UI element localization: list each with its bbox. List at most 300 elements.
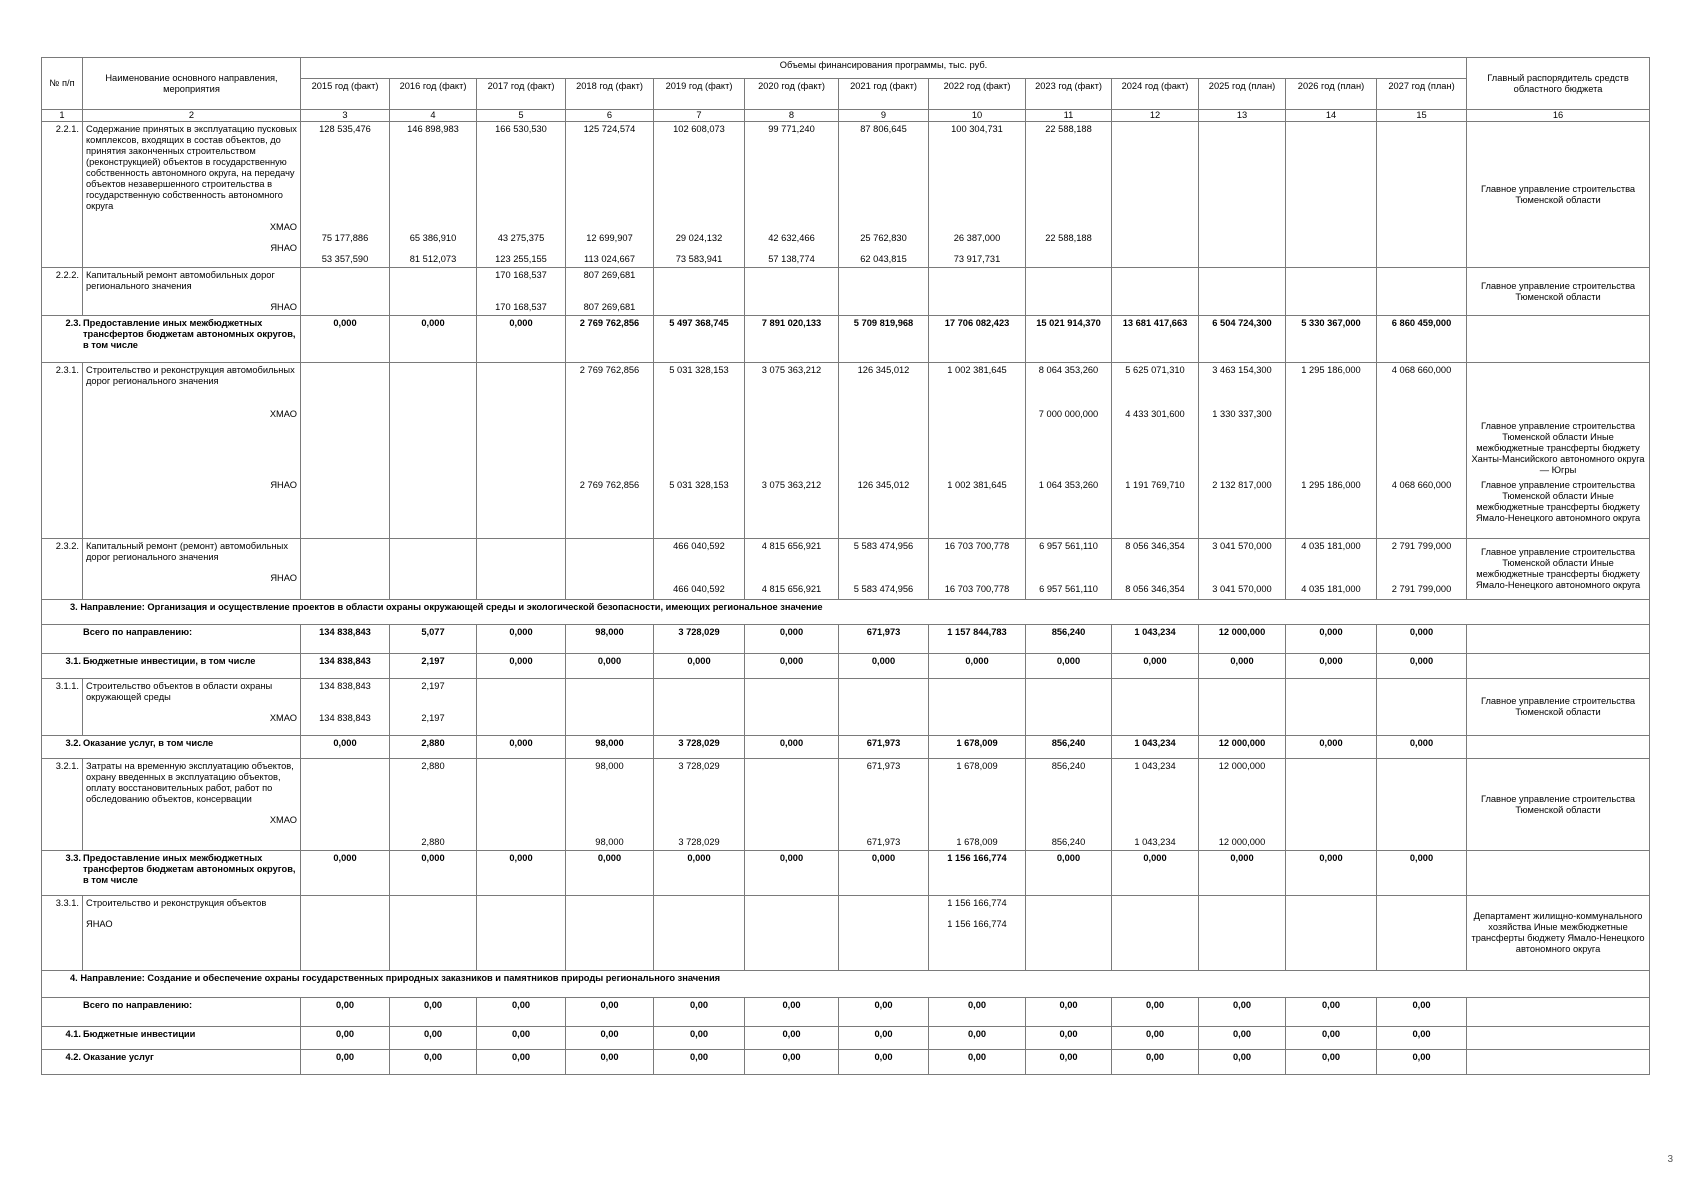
value: 1 043,234 — [1134, 837, 1176, 847]
value-cell: 0,000 — [1112, 654, 1199, 679]
value-cell: 0,00 — [839, 1027, 929, 1050]
value-cell: 3 463 154,300 — [1199, 363, 1286, 408]
value-cell: 0,000 — [566, 654, 654, 679]
value — [932, 270, 1022, 281]
value-cell — [1112, 896, 1199, 971]
value-cell: 0,000 — [1199, 654, 1286, 679]
value-cell — [390, 679, 477, 736]
column-number: 15 — [1377, 110, 1467, 122]
value: 2 791 799,000 — [1391, 541, 1452, 551]
value: 128 535,476 — [319, 124, 371, 134]
value: 99 771,240 — [768, 124, 815, 134]
row-title: Предоставление иных межбюджетных трансфертов бюджетам автономных округов, в том числе — [83, 318, 296, 350]
value — [748, 270, 835, 281]
manager-cell: Главное управление строительства Тюменской области — [1467, 268, 1650, 316]
row-number: 2.3.2. — [42, 539, 83, 600]
value-cell: 1 064 353,260 — [1026, 478, 1112, 539]
value-cell: 2 769 762,856 — [566, 316, 654, 363]
value-cell: 0,000 — [1286, 625, 1377, 654]
value-cell — [1377, 679, 1467, 736]
value — [1029, 898, 1108, 909]
row-name — [42, 654, 301, 679]
value — [1115, 919, 1195, 930]
value-cell: 3 728,029 — [654, 625, 745, 654]
value-cell — [566, 679, 654, 736]
row-title-text: Строительство и реконструкция объектов — [86, 898, 267, 908]
value — [1202, 919, 1282, 930]
value: 2,880 — [421, 761, 445, 771]
value: 166 530,530 — [495, 124, 547, 134]
item-row — [42, 268, 1650, 316]
value-cell — [839, 679, 929, 736]
value-cell: 0,000 — [1199, 851, 1286, 896]
value: 5 583 474,956 — [853, 541, 914, 551]
value — [1202, 233, 1282, 244]
row-title: Оказание услуг — [83, 1052, 154, 1062]
value — [393, 898, 473, 909]
value: 8 056 346,354 — [1125, 584, 1185, 594]
value-cell — [839, 539, 929, 600]
value — [932, 713, 1022, 724]
value-cell: 1 678,009 — [929, 736, 1026, 759]
value-cell — [477, 679, 566, 736]
value — [1202, 713, 1282, 724]
value: 170 168,537 — [495, 270, 547, 280]
row-name — [42, 1027, 301, 1050]
value-cell: 5 497 368,745 — [654, 316, 745, 363]
value — [1380, 713, 1463, 724]
value-cell: 4 068 660,000 — [1377, 363, 1467, 408]
value: 81 512,073 — [409, 254, 457, 264]
value-cell: 0,000 — [477, 654, 566, 679]
header-year: 2022 год (факт) — [929, 79, 1026, 110]
value-cell: 0,000 — [1286, 851, 1377, 896]
row-title: Оказание услуг, в том числе — [83, 738, 214, 748]
value-cell: 671,973 — [839, 625, 929, 654]
value-cell: 3 075 363,212 — [745, 478, 839, 539]
value-cell: 2,880 — [390, 736, 477, 759]
row-name — [42, 998, 301, 1027]
value-cell: 134 838,843 — [301, 625, 390, 654]
value-cell — [654, 268, 745, 316]
value — [748, 837, 835, 848]
manager-cell — [1467, 654, 1650, 679]
value-cell: 6 504 724,300 — [1199, 316, 1286, 363]
value-cell: 5 031 328,153 — [654, 478, 745, 539]
row-number: 2.3.1. — [42, 363, 83, 539]
value-cell — [390, 539, 477, 600]
value — [1289, 837, 1373, 848]
value: 65 386,910 — [409, 233, 457, 243]
value-cell: 0,00 — [654, 1050, 745, 1075]
row-title: Бюджетные инвестиции, в том числе — [83, 656, 256, 666]
value: 57 138,774 — [768, 254, 815, 264]
value: 1 156 166,774 — [947, 919, 1007, 929]
header-col-manager: Главный распорядитель средств областного бюджета — [1467, 58, 1650, 110]
value — [304, 302, 386, 313]
value: 12 699,907 — [586, 233, 633, 243]
value-cell — [390, 268, 477, 316]
value: 856,240 — [1051, 761, 1086, 771]
value: 146 898,983 — [407, 124, 459, 134]
item-row — [42, 478, 1650, 539]
value-cell — [477, 407, 566, 478]
row-title — [83, 122, 301, 268]
value-cell: 98,000 — [566, 736, 654, 759]
value — [480, 919, 562, 930]
value-cell — [1286, 539, 1377, 600]
value-cell: 671,973 — [839, 736, 929, 759]
value-cell — [390, 122, 477, 268]
value-cell — [654, 679, 745, 736]
value-cell — [1286, 122, 1377, 268]
row-name — [42, 736, 301, 759]
row-number: 3.1.1. — [42, 679, 83, 736]
region-label: ХМАО — [83, 407, 301, 478]
value-cell: 1 002 381,645 — [929, 363, 1026, 408]
value-cell — [1199, 122, 1286, 268]
value-cell: 0,000 — [745, 625, 839, 654]
value — [1029, 919, 1108, 930]
header-col-name: Наименование основного направления, мероприятия — [83, 58, 301, 110]
value — [1115, 254, 1195, 265]
header-col-volumes: Объемы финансирования программы, тыс. руб. — [301, 58, 1467, 79]
value — [1380, 254, 1463, 265]
value — [1289, 681, 1373, 692]
value — [393, 270, 473, 281]
value-cell: 0,00 — [1286, 1050, 1377, 1075]
value-cell — [929, 122, 1026, 268]
value-cell — [1026, 539, 1112, 600]
value-cell: 0,000 — [1112, 851, 1199, 896]
section-title: 3. Направление: Организация и осуществление проектов в области охраны окружающей среды и экологической безопасности, имеющих региональное значение — [42, 600, 1650, 625]
value — [657, 302, 741, 313]
value-cell: 12 000,000 — [1199, 625, 1286, 654]
item-row — [42, 407, 1650, 478]
value-cell: 856,240 — [1026, 736, 1112, 759]
value — [842, 919, 925, 930]
column-number: 11 — [1026, 110, 1112, 122]
value — [842, 681, 925, 692]
value-cell: 0,00 — [1377, 1050, 1467, 1075]
row-title-text: Затраты на временную эксплуатацию объектов, охрану введенных в эксплуатацию объектов, оплату восстановительных работ, работ по обследованию объектов, консервации — [86, 761, 294, 804]
value-cell — [1026, 759, 1112, 851]
value — [748, 919, 835, 930]
value — [304, 584, 386, 595]
value — [1289, 713, 1373, 724]
value — [1289, 898, 1373, 909]
value-cell: 3 728,029 — [654, 736, 745, 759]
value-cell — [1026, 122, 1112, 268]
total-row — [42, 625, 1650, 654]
row-number: 3.1. — [65, 656, 81, 666]
value-cell — [566, 896, 654, 971]
value: 1 156 166,774 — [947, 898, 1007, 908]
row-title — [83, 759, 301, 851]
value-cell — [839, 122, 929, 268]
region-label: ЯНАО — [86, 919, 113, 929]
value: 29 024,132 — [675, 233, 723, 243]
manager-cell — [1467, 998, 1650, 1027]
row-title: Всего по направлению: — [83, 1000, 193, 1010]
value-cell: 0,00 — [301, 1027, 390, 1050]
value-cell: 0,00 — [1112, 1050, 1199, 1075]
total-row — [42, 736, 1650, 759]
value — [569, 919, 650, 930]
row-number: 2.2.2. — [42, 268, 83, 316]
row-number: 3.2.1. — [42, 759, 83, 851]
value-cell: 0,00 — [477, 998, 566, 1027]
row-number: 3.2. — [65, 738, 81, 748]
value-cell: 0,000 — [1377, 654, 1467, 679]
value — [748, 713, 835, 724]
header-year: 2023 год (факт) — [1026, 79, 1112, 110]
value-cell: 0,00 — [929, 1027, 1026, 1050]
row-title — [83, 268, 301, 316]
value-cell — [1199, 539, 1286, 600]
value — [842, 270, 925, 281]
value — [1029, 270, 1108, 281]
value-cell — [1286, 407, 1377, 478]
value: 3 728,029 — [678, 761, 720, 771]
value-cell — [1112, 679, 1199, 736]
value-cell: 0,00 — [839, 1050, 929, 1075]
value — [393, 584, 473, 595]
header-year: 2018 год (факт) — [566, 79, 654, 110]
manager-cell: Главное управление строительства Тюменской области — [1467, 759, 1650, 851]
value: 4 815 656,921 — [761, 584, 822, 594]
value: 3 041 570,000 — [1212, 584, 1272, 594]
row-title: Предоставление иных межбюджетных трансфертов бюджетам автономных округов, в том числе — [83, 853, 296, 885]
value-cell: 0,00 — [745, 1027, 839, 1050]
value: 134 838,843 — [319, 681, 371, 691]
value-cell: 4 433 301,600 — [1112, 407, 1199, 478]
value-cell: 5,077 — [390, 625, 477, 654]
value — [1289, 919, 1373, 930]
row-title-text: Содержание принятых в эксплуатацию пусковых комплексов, входящих в состав объектов, до принятия законченных строительством (реконструкцией) объектов в государственную собственность автономного округа, на передачу объектов незавершенного строительства в государственную собственность автономного округа — [86, 124, 297, 211]
value — [748, 302, 835, 313]
value — [1289, 302, 1373, 313]
value-cell: 6 860 459,000 — [1377, 316, 1467, 363]
region-label: ЯНАО — [270, 573, 297, 583]
header-year: 2027 год (план) — [1377, 79, 1467, 110]
value-cell: 98,000 — [566, 625, 654, 654]
value-cell — [566, 268, 654, 316]
value-cell — [839, 407, 929, 478]
value-cell: 0,000 — [1026, 851, 1112, 896]
value-cell — [1199, 759, 1286, 851]
value-cell: 0,000 — [745, 736, 839, 759]
value: 2,197 — [421, 681, 445, 691]
column-number: 12 — [1112, 110, 1199, 122]
value-cell: 0,00 — [929, 1050, 1026, 1075]
value-cell — [301, 268, 390, 316]
value: 125 724,574 — [583, 124, 636, 134]
value: 123 255,155 — [495, 254, 547, 264]
manager-cell — [1467, 1050, 1650, 1075]
value-cell — [654, 539, 745, 600]
total-row — [42, 316, 1650, 363]
manager-cell: Главное управление строительства Тюменской области Иные межбюджетные трансферты бюджету Ямало-Ненецкого автономного округа — [1467, 539, 1650, 600]
region-label: ЯНАО — [83, 478, 301, 539]
row-name — [42, 316, 301, 363]
value-cell — [839, 896, 929, 971]
value-cell: 1 157 844,783 — [929, 625, 1026, 654]
value — [480, 541, 562, 552]
header-year: 2017 год (факт) — [477, 79, 566, 110]
value-cell — [1377, 122, 1467, 268]
value-cell: 0,000 — [390, 851, 477, 896]
page-number: 3 — [1667, 1154, 1673, 1165]
value-cell: 0,00 — [566, 998, 654, 1027]
row-title: Строительство и реконструкция автомобильных дорог регионального значения — [83, 363, 301, 408]
value-cell: 0,000 — [929, 654, 1026, 679]
value — [1289, 254, 1373, 265]
header-year: 2025 год (план) — [1199, 79, 1286, 110]
section-title: 4. Направление: Создание и обеспечение охраны государственных природных заказников и памятников природы регионального значения — [42, 971, 1650, 998]
value-cell: 0,00 — [390, 998, 477, 1027]
value — [1380, 302, 1463, 313]
row-number: 2.3. — [65, 318, 81, 328]
section-row — [42, 971, 1650, 998]
manager-cell — [1467, 851, 1650, 896]
total-row — [42, 1050, 1650, 1075]
total-row — [42, 1027, 1650, 1050]
value-cell — [745, 679, 839, 736]
manager-cell: Департамент жилищно-коммунального хозяйства Иные межбюджетные трансферты бюджету Ямало-Ненецкого автономного округа — [1467, 896, 1650, 971]
value-cell: 0,000 — [390, 316, 477, 363]
value: 53 357,590 — [321, 254, 369, 264]
value-cell — [390, 759, 477, 851]
value-cell: 7 000 000,000 — [1026, 407, 1112, 478]
value — [1289, 124, 1373, 135]
value-cell: 5 330 367,000 — [1286, 316, 1377, 363]
value-cell: 4 068 660,000 — [1377, 478, 1467, 539]
value-cell: 0,000 — [566, 851, 654, 896]
value: 6 957 561,110 — [1039, 584, 1098, 594]
value-cell — [1199, 896, 1286, 971]
value-cell: 0,00 — [654, 998, 745, 1027]
value: 43 275,375 — [497, 233, 545, 243]
value — [1380, 898, 1463, 909]
value: 4 815 656,921 — [761, 541, 822, 551]
value-cell — [1112, 268, 1199, 316]
value-cell — [390, 363, 477, 408]
value — [304, 270, 386, 281]
value-cell: 0,000 — [1377, 625, 1467, 654]
value-cell — [1377, 268, 1467, 316]
value: 466 040,592 — [673, 541, 725, 551]
value: 16 703 700,778 — [944, 541, 1010, 551]
header-year: 2016 год (факт) — [390, 79, 477, 110]
value-cell — [477, 268, 566, 316]
value-cell: 0,00 — [1026, 1027, 1112, 1050]
value-cell — [1286, 759, 1377, 851]
value — [393, 919, 473, 930]
value-cell — [477, 363, 566, 408]
value — [1029, 302, 1108, 313]
region-label: ЯНАО — [270, 243, 297, 253]
value: 98,000 — [595, 837, 624, 847]
row-title-text: Капитальный ремонт автомобильных дорог регионального значения — [86, 270, 275, 291]
row-name — [42, 1050, 301, 1075]
value-cell: 0,00 — [745, 998, 839, 1027]
value-cell: 1 002 381,645 — [929, 478, 1026, 539]
row-name — [42, 851, 301, 896]
column-number: 2 — [83, 110, 301, 122]
value — [1289, 233, 1373, 244]
value — [569, 584, 650, 595]
value-cell — [745, 539, 839, 600]
value-cell — [301, 759, 390, 851]
value — [1202, 124, 1282, 135]
value-cell: 0,00 — [1377, 1027, 1467, 1050]
value: 22 588,188 — [1045, 233, 1092, 243]
region-label: ЯНАО — [270, 302, 297, 312]
value — [748, 761, 835, 772]
column-number: 13 — [1199, 110, 1286, 122]
row-title: Всего по направлению: — [83, 627, 193, 637]
value-cell — [745, 122, 839, 268]
value — [480, 713, 562, 724]
region-label: ХМАО — [269, 713, 297, 723]
manager-cell — [1467, 736, 1650, 759]
value-cell — [929, 679, 1026, 736]
value — [748, 681, 835, 692]
value — [393, 302, 473, 313]
value-cell: 0,00 — [566, 1050, 654, 1075]
item-row — [42, 363, 1650, 408]
value-cell — [1026, 268, 1112, 316]
value-cell: 17 706 082,423 — [929, 316, 1026, 363]
value: 2 791 799,000 — [1391, 584, 1452, 594]
value-cell — [566, 122, 654, 268]
header-year: 2015 год (факт) — [301, 79, 390, 110]
value: 856,240 — [1051, 837, 1086, 847]
value-cell: 0,00 — [1199, 1050, 1286, 1075]
value-cell: 0,000 — [839, 654, 929, 679]
manager-cell — [1467, 316, 1650, 363]
value — [480, 681, 562, 692]
value-cell: 0,000 — [654, 851, 745, 896]
value: 170 168,537 — [495, 302, 547, 312]
value-cell — [929, 896, 1026, 971]
column-number: 8 — [745, 110, 839, 122]
value-cell: 0,000 — [477, 736, 566, 759]
value-cell: 0,00 — [1199, 1027, 1286, 1050]
value — [1380, 761, 1463, 772]
total-row — [42, 654, 1650, 679]
value-cell — [566, 759, 654, 851]
value: 3 728,029 — [678, 837, 720, 847]
value: 62 043,815 — [860, 254, 907, 264]
column-number: 5 — [477, 110, 566, 122]
value-cell: 0,000 — [477, 851, 566, 896]
value: 100 304,731 — [951, 124, 1003, 134]
value: 134 838,843 — [319, 713, 371, 723]
value: 12 000,000 — [1218, 761, 1266, 771]
value — [657, 270, 741, 281]
value-cell: 0,00 — [1112, 1027, 1199, 1050]
value: 807 269,681 — [583, 270, 636, 280]
value-cell: 15 021 914,370 — [1026, 316, 1112, 363]
value-cell: 0,000 — [745, 851, 839, 896]
value-cell — [929, 759, 1026, 851]
value-cell — [745, 268, 839, 316]
value-cell: 0,00 — [929, 998, 1026, 1027]
row-title — [83, 679, 301, 736]
value — [1289, 761, 1373, 772]
